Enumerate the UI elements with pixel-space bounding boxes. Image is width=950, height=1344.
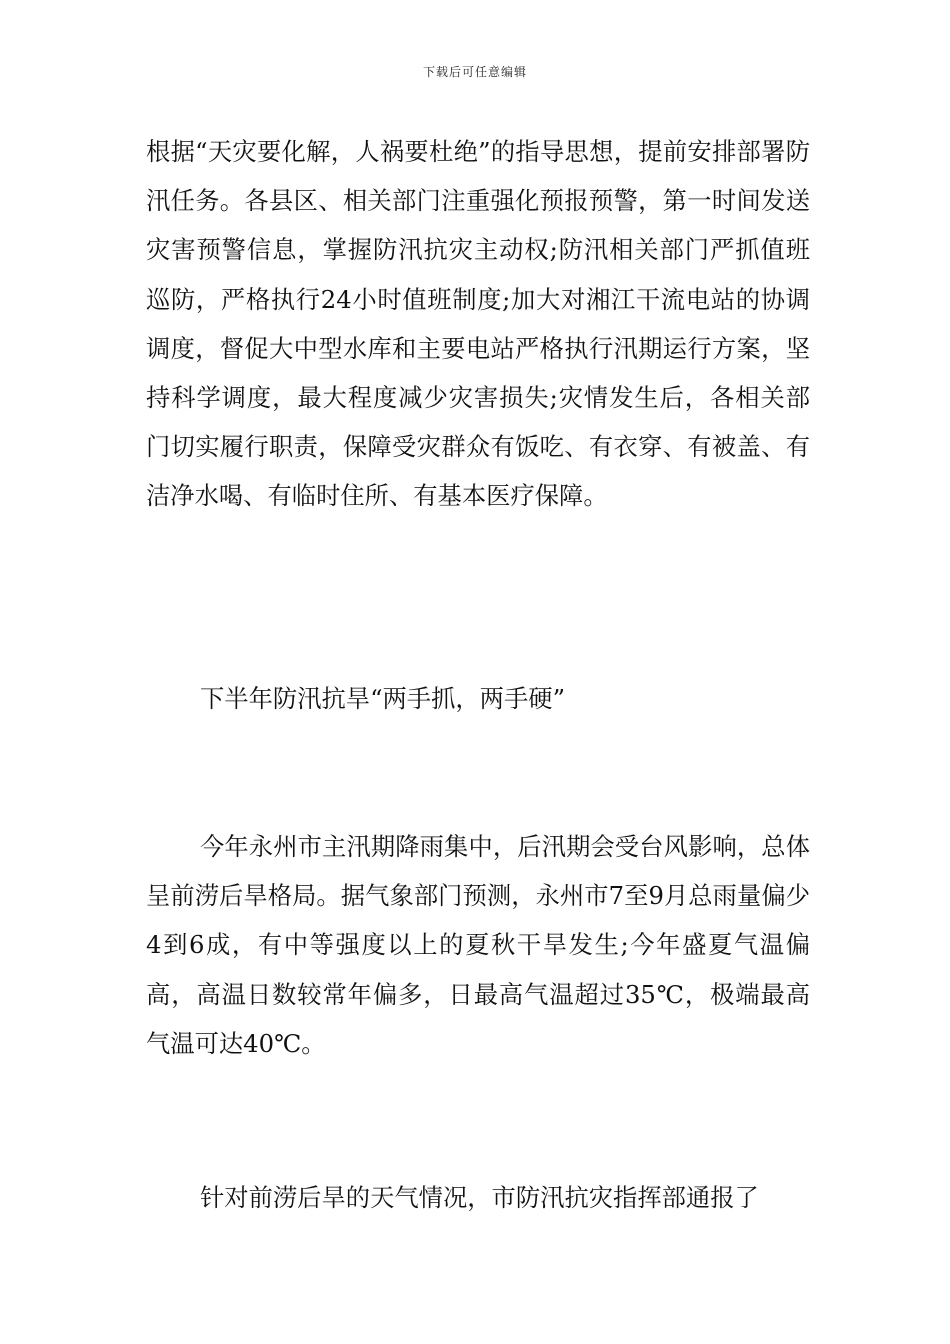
body-paragraph-drought-response: 针对前涝后旱的天气情况，市防汛抗灾指挥部通报了 — [200, 1183, 759, 1212]
body-paragraph-flood-measures: 根据“天灾要化解，人祸要杜绝”的指导思想，提前安排部署防汛任务。各县区、相关部门注重强化预报预警，第一时间发送灾害预警信息，掌握防汛抗灾主动权;防汛相关部门严抓值班巡防，严格执行24小时值班制度;加大对湘江干流电站的协调调度，督促大中型水库和主要电站严格执行汛期运行方案，坚持科学调度，最大程度减少灾害损失;灾情发生后，各相关部门切实履行职责，保障受灾群众有饭吃、有衣穿、有被盖、有洁净水喝、有临时住所、有基本医疗保障。 — [146, 137, 810, 511]
body-paragraph-weather-forecast: 今年永州市主汛期降雨集中，后汛期会受台风影响，总体呈前涝后旱格局。据气象部门预测，永州市7至9月总雨量偏少4到6成，有中等强度以上的夏秋干旱发生;今年盛夏气温偏高，高温日数较常年偏多，日最高气温超过35℃，极端最高气温可达40℃。 — [146, 832, 810, 1058]
section-heading: 下半年防汛抗旱“两手抓，两手硬” — [200, 684, 565, 713]
page-header: 下载后可任意编辑 — [422, 65, 527, 79]
